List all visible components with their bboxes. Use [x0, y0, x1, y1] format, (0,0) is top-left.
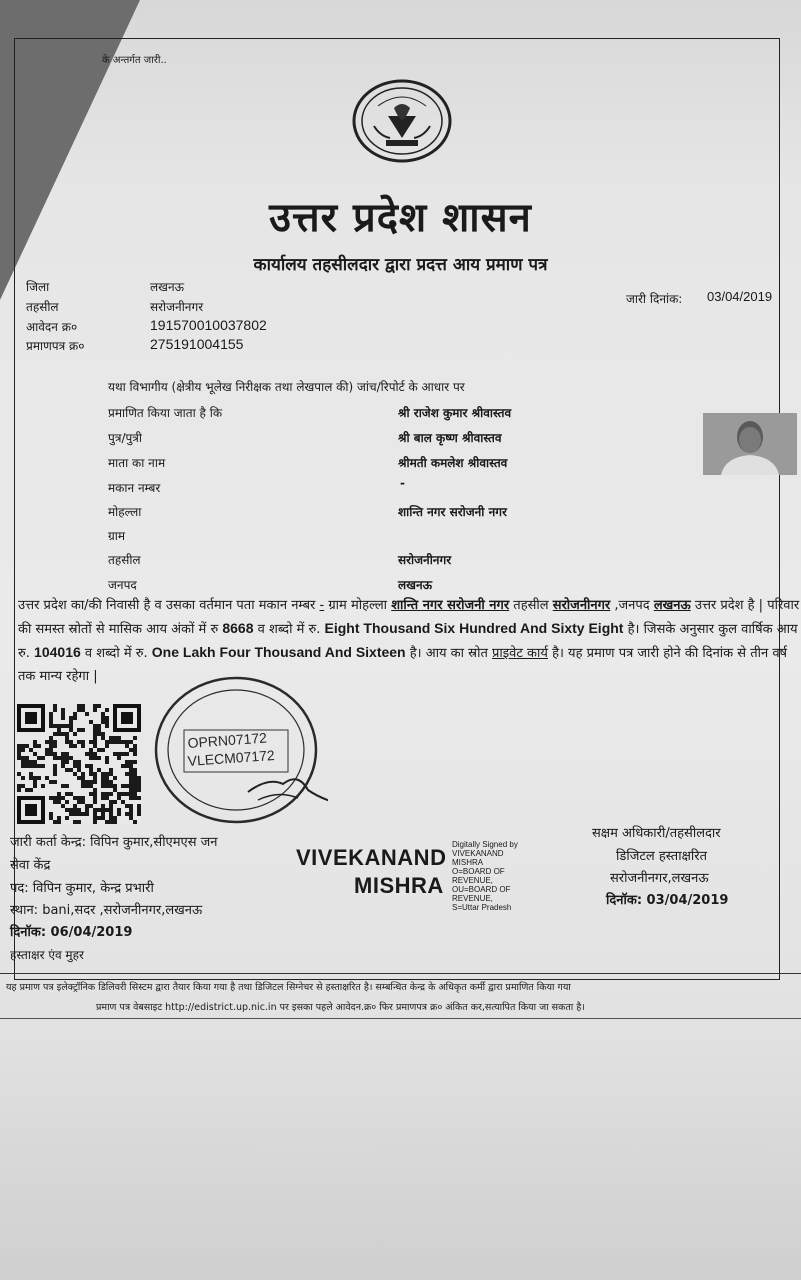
digital-signer-name-1: VIVEKANAND [296, 845, 447, 870]
para-text: उत्तर प्रदेश का/की निवासी है व उसका वर्तमान पता मकान नम्बर [18, 598, 320, 613]
seal-code-1: OPRN07172 [187, 729, 268, 751]
certificate-number-value: 275191004155 [150, 336, 244, 352]
footer-divider-bottom [0, 1018, 801, 1019]
monthly-income-words: Eight Thousand Six Hundred And Sixty Eight [324, 620, 624, 636]
mohalla-value: शान्ति नगर सरोजनी नगर [398, 505, 507, 519]
tehsil-inline: सरोजनीनगर [552, 598, 611, 613]
certificate-subtitle: कार्यालय तहसीलदार द्वारा प्रदत्त आय प्रमाण पत्र [253, 255, 548, 275]
authority-title: सक्षम अधिकारी/तहसीलदार [592, 826, 721, 841]
sig-detail: REVENUE, [452, 894, 493, 903]
digital-signature-details [452, 840, 518, 912]
sig-detail: REVENUE, [452, 876, 493, 885]
issuer-post: पद: विपिन कुमार, केन्द्र प्रभारी [10, 881, 154, 896]
tehsil-label: तहसील [26, 300, 59, 314]
district-label: जिला [26, 280, 50, 294]
main-title: उत्तर प्रदेश शासन [269, 194, 532, 241]
para-text: उत्तर प्रदेश है | परिवार की समस्त स्रोतों से मासिक आय अंकों में रु [18, 598, 800, 637]
para-text: है। आय का स्रोत [405, 646, 492, 661]
sig-detail: VIVEKANAND [452, 849, 504, 858]
para-text: ग्राम मोहल्ला [324, 598, 392, 613]
top-note: के अन्तर्गत जारी.. [102, 55, 167, 66]
sig-detail: OU=BOARD OF [452, 885, 511, 894]
application-number-label: आवेदन क्र० [26, 320, 78, 334]
para-text: व शब्दो में रु. [80, 646, 152, 661]
monthly-income-figure: 8668 [222, 620, 254, 636]
district-detail-value: लखनऊ [398, 578, 433, 592]
detail-label: मकान नम्बर [108, 481, 161, 495]
detail-label: ग्राम [108, 529, 126, 543]
district-value: लखनऊ [150, 280, 185, 294]
para-text: है। यह प्रमाण पत्र जारी होने की दिनांक से तीन वर्ष तक मान्य रहेगा | [18, 646, 788, 684]
annual-income-figure: 104016 [34, 644, 81, 660]
father-name: श्री बाल कृष्ण श्रीवास्तव [398, 431, 502, 445]
issuer-place: स्थान: bani,सदर ,सरोजनीनगर,लखनऊ [10, 903, 203, 918]
certificate-number-label: प्रमाणपत्र क्र० [26, 339, 85, 353]
seal-code-2: VLECM07172 [187, 746, 276, 769]
detail-label: पुत्र/पुत्री [108, 431, 143, 445]
digital-signer-name-2: MISHRA [354, 873, 444, 898]
applicant-photo [703, 413, 797, 475]
mother-name: श्रीमती कमलेश श्रीवास्तव [398, 456, 508, 470]
application-number-value: 191570010037802 [150, 317, 267, 333]
house-number: - [400, 476, 405, 490]
issuing-centre: जारी कर्ता केन्द्र: विपिन कुमार,सीएमएस जन [10, 835, 218, 850]
intro-line: यथा विभागीय (क्षेत्रीय भूलेख निरीक्षक तथा लेखपाल की) जांच/रिपोर्ट के आधार पर [108, 380, 465, 394]
issue-date-label: जारी दिनांक: [626, 292, 683, 306]
mohalla-inline: शान्ति नगर सरोजनी नगर [391, 598, 510, 613]
sig-detail: S=Uttar Pradesh [452, 903, 512, 912]
detail-label: मोहल्ला [108, 505, 142, 519]
detail-label: प्रमाणित किया जाता है कि [108, 406, 223, 420]
footer-divider [0, 973, 801, 974]
detail-label: तहसील [108, 553, 141, 567]
sig-detail: Digitally Signed by [452, 840, 518, 849]
footer-line-2: प्रमाण पत्र वेबसाइट http://edistrict.up.nic.in पर इसका पहले आवेदन.क्र० फिर प्रमाणपत्र क्र० अंकित कर,सत्यापित किया जा सकता है। [96, 1002, 585, 1013]
detail-label: माता का नाम [108, 456, 166, 470]
para-text: ,जनपद [610, 598, 654, 613]
issue-date-value: 03/04/2019 [707, 289, 773, 304]
signature-label: हस्ताक्षर एंव मुहर [10, 948, 84, 962]
district-inline: लखनऊ [653, 598, 691, 613]
sig-detail: O=BOARD OF [452, 867, 505, 876]
qr-code [17, 704, 141, 824]
issuing-centre-2: सेवा केंद्र [10, 858, 51, 873]
sig-detail: MISHRA [452, 858, 484, 867]
para-text: तहसील [509, 598, 553, 613]
applicant-name: श्री राजेश कुमार श्रीवास्तव [398, 406, 512, 420]
issuer-date: दिनॉक: 06/04/2019 [10, 925, 133, 940]
house-number-inline: - [319, 598, 325, 613]
footer-line-1: यह प्रमाण पत्र इलेक्ट्रॉनिक डिलिवरी सिस्टम द्वारा तैयार किया गया है तथा डिजिटल सिग्नेचर से हस्ताक्षरित है। सम्बन्धित केन्द्र के अधिकृत कर्मी द्वारा प्रमाणित किया गया [6, 982, 571, 993]
income-source: प्राइवेट कार्य [492, 646, 548, 661]
annual-income-words: One Lakh Four Thousand And Sixteen [151, 644, 406, 660]
para-text: है। जिसके अनुसार कुल वार्षिक आय रु. [18, 622, 798, 661]
income-statement-paragraph [18, 594, 800, 688]
authority-date: दिनॉक: 03/04/2019 [606, 893, 729, 908]
tehsil-detail-value: सरोजनीनगर [398, 553, 452, 567]
official-seal [148, 672, 328, 832]
authority-signed: डिजिटल हस्ताक्षरित [616, 849, 707, 864]
up-government-emblem [350, 78, 454, 164]
detail-label: जनपद [108, 578, 137, 592]
authority-place: सरोजनीनगर,लखनऊ [610, 871, 709, 886]
para-text: व शब्दो में रु. [253, 622, 325, 637]
tehsil-value: सरोजनीनगर [150, 300, 204, 314]
